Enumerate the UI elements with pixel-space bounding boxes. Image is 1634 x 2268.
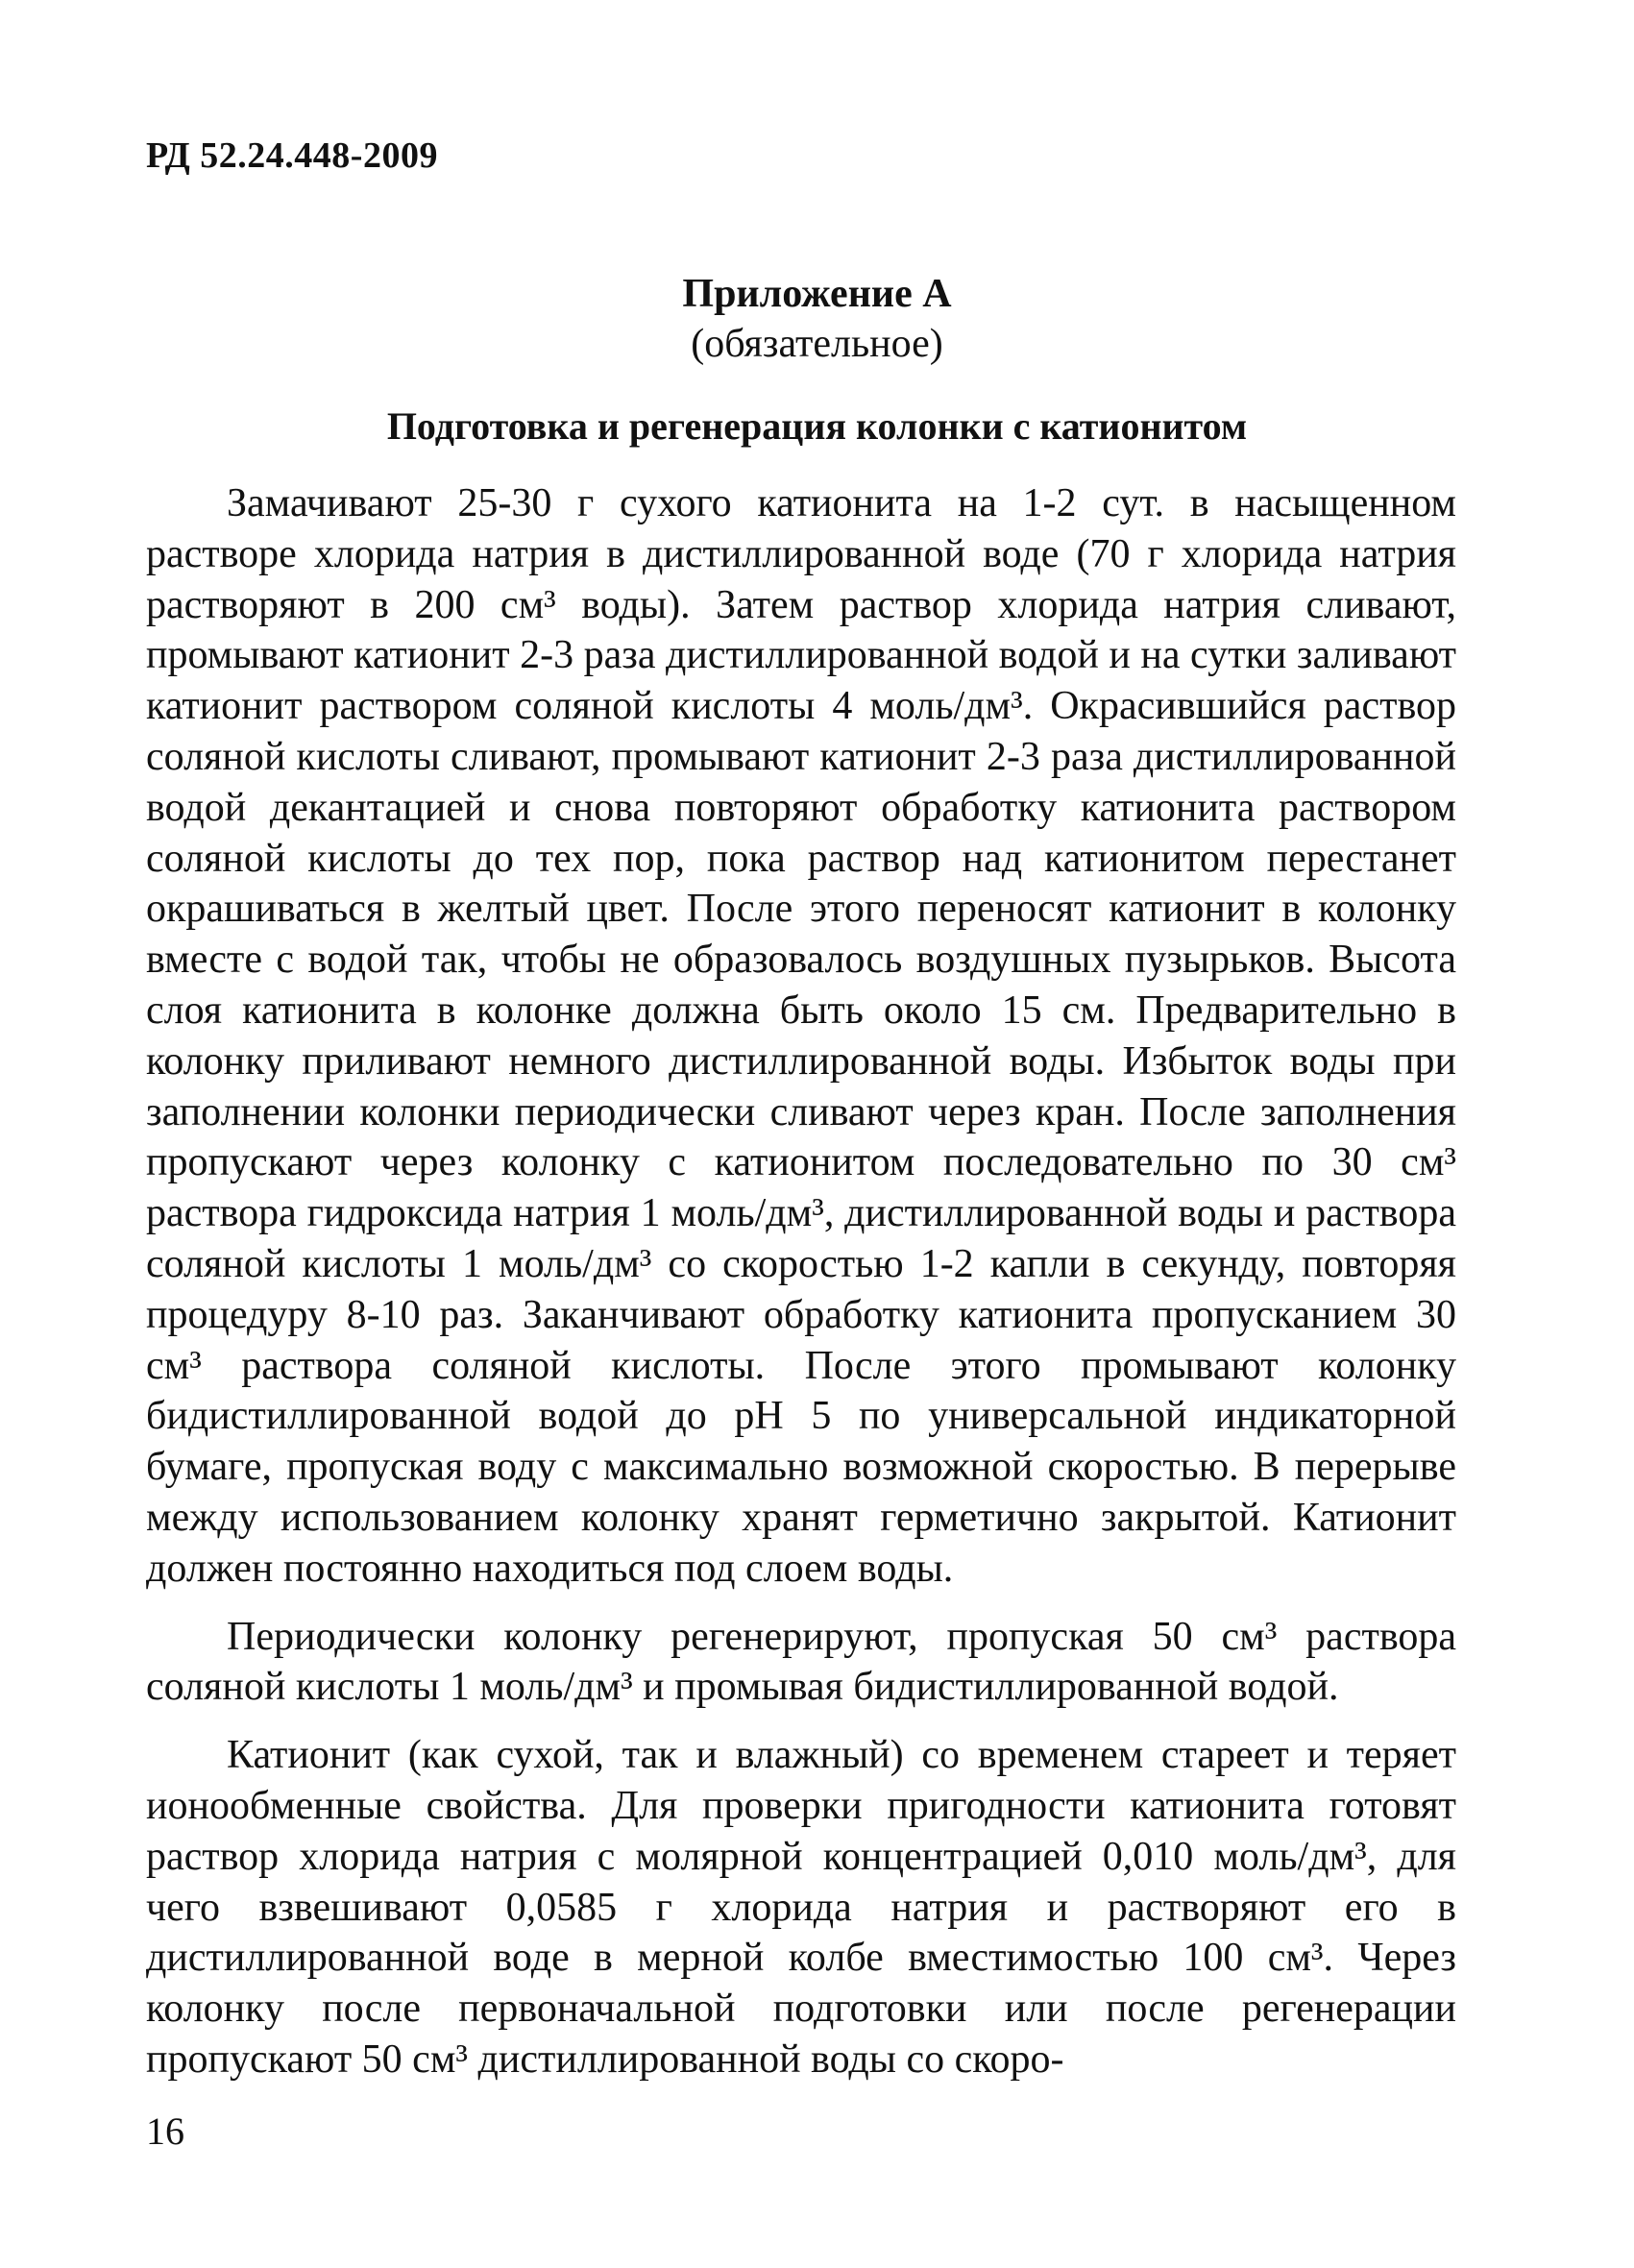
appendix-status: (обязательное) bbox=[691, 322, 943, 366]
section-title: Подготовка и регенерация колонки с катионитом bbox=[386, 404, 1248, 448]
paragraph-preparation: Замачивают 25-30 г сухого катионита на 1-2 сут. в насыщенном растворе хлорида натрия в дистиллированной воде (70 г хлорида натрия растворяют в 200 см³ воды). Затем раствор хлорида натрия сливают, промывают катионит 2-3 раза дистиллированной водой и на сутки заливают катионит раствором соляной кислоты 4 моль/дм³. Окрасившийся раствор соляной кислоты сливают, промывают катионит 2-3 раза дистиллированной водой декантацией и снова повторяют обработку катионита раствором соляной кислоты до тех пор, пока раствор над катионитом перестанет окрашиваться в желтый цвет. После этого переносят катионит в колонку вместе с водой так, чтобы не образовалось воздушных пузырьков. Высота слоя катионита в колонке должна быть около 15 см. Предварительно в колонку приливают немного дистиллированной воды. Избыток воды при заполнении колонки периодически сливают через кран. После заполнения пропускают через колонку с катионитом последовательно по 30 см³ раствора гидроксида натрия 1 моль/дм³, дистиллированной воды и раствора соляной кислоты 1 моль/дм³ со скоростью 1-2 капли в секунду, повторяя процедуру 8-10 раз. Заканчивают обработку катионита пропусканием 30 см³ раствора соляной кислоты. После этого промывают колонку бидистиллированной водой до pH 5 по универсальной индикаторной бумаге, пропуская воду с максимально возможной скоростью. В перерыве между использованием колонку хранят герметично закрытой. Катионит должен постоянно находиться под слоем воды. bbox=[146, 481, 1456, 1591]
paragraph-regeneration: Периодически колонку регенерируют, пропуская 50 см³ раствора соляной кислоты 1 моль/дм³ и промывая бидистиллированной водой. bbox=[146, 1614, 1456, 1710]
body-text bbox=[146, 478, 1456, 2085]
page-number: 16 bbox=[146, 2109, 184, 2153]
appendix-title: Приложение А bbox=[682, 272, 952, 316]
paragraph-suitability-check: Катионит (как сухой, так и влажный) со временем стареет и теряет ионообменные свойства. Для проверки пригодности катионита готовят раствор хлорида натрия с молярной концентрацией 0,010 моль/дм³, для чего взвешивают 0,0585 г хлорида натрия и растворяют его в дистиллированной воде в мерной колбе вместимостью 100 см³. Через колонку после первоначальной подготовки или после регенерации пропускают 50 см³ дистиллированной воды со скоро- bbox=[146, 1733, 1456, 2082]
document-code: РД 52.24.448-2009 bbox=[146, 135, 438, 176]
